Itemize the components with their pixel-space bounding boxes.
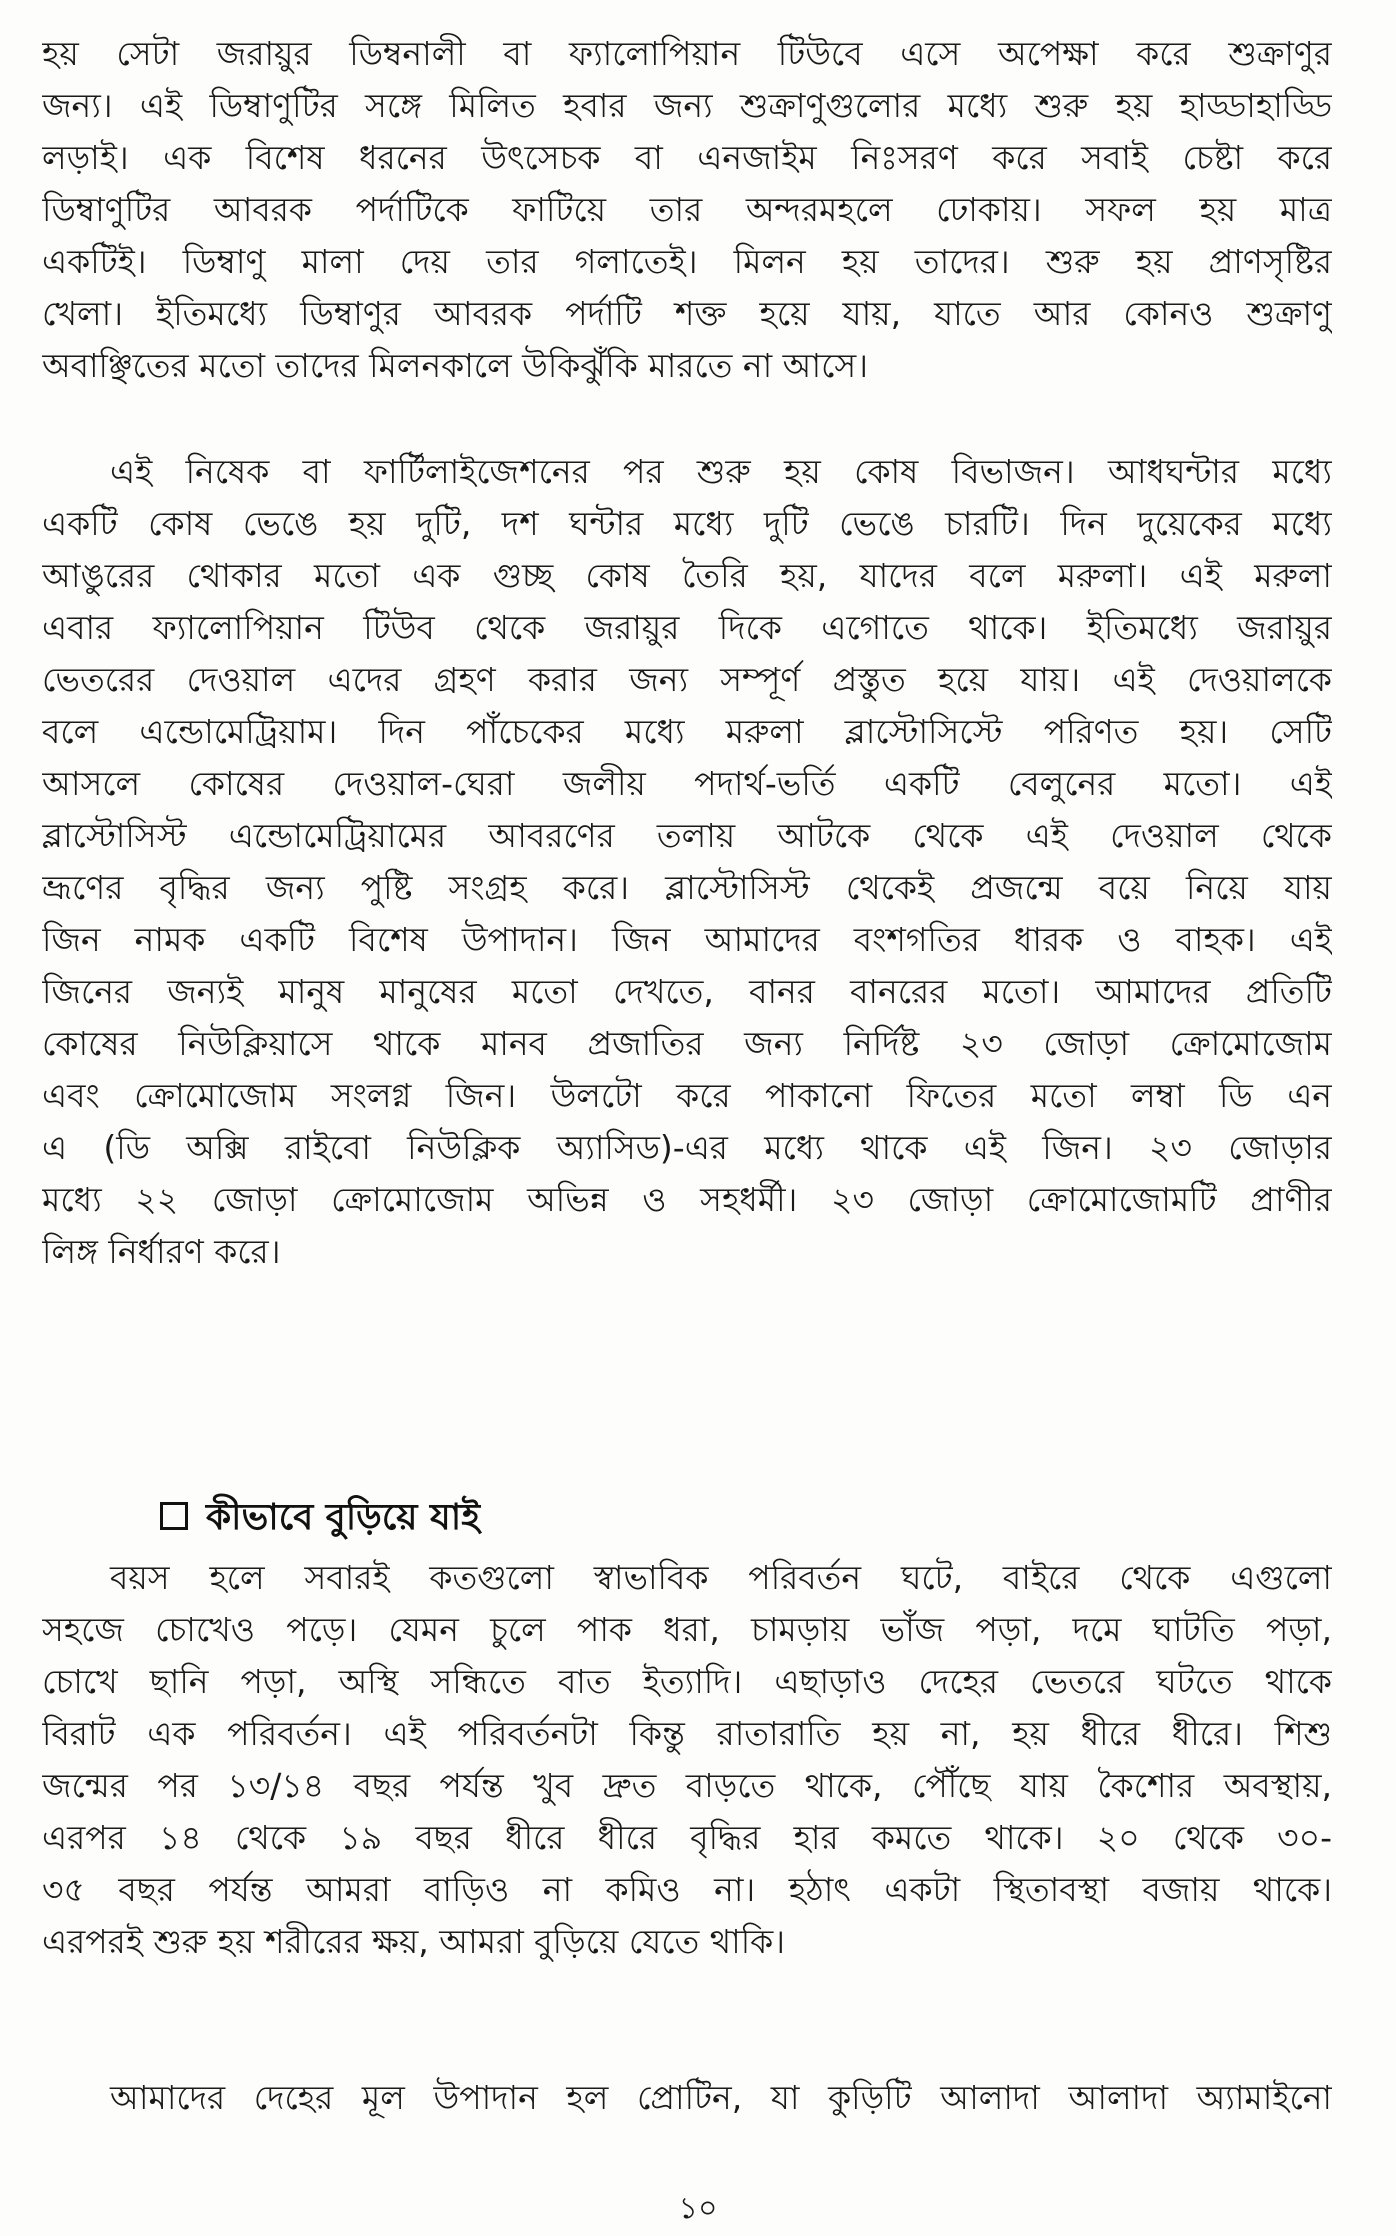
text-line: এ (ডি অক্সি রাইবো নিউক্লিক অ্যাসিড)-এর মধ্যে থাকে এই জিন। ২৩ জোড়ার	[42, 1128, 1332, 1167]
text-line: এবার ফ্যালোপিয়ান টিউব থেকে জরায়ুর দিকে এগোতে থাকে। ইতিমধ্যে জরায়ুর	[42, 608, 1332, 647]
text-line: এরপর ১৪ থেকে ১৯ বছর ধীরে ধীরে বৃদ্ধির হার কমতে থাকে। ২০ থেকে ৩০-	[42, 1818, 1332, 1857]
section-heading	[160, 1492, 480, 1544]
text-line: বলে এন্ডোমেট্রিয়াম। দিন পাঁচেকের মধ্যে মরুলা ব্লাস্টোসিস্টে পরিণত হয়। সেটি	[42, 712, 1332, 751]
page-number: ১০	[678, 2191, 718, 2226]
text-line: অবাঞ্ছিতের মতো তাদের মিলনকালে উকিঝুঁকি মারতে না আসে।	[42, 346, 869, 385]
text-line: খেলা। ইতিমধ্যে ডিম্বাণুর আবরক পর্দাটি শক্ত হয়ে যায়, যাতে আর কোনও শুক্রাণু	[42, 294, 1332, 333]
text-line: এরপরই শুরু হয় শরীরের ক্ষয়, আমরা বুড়িয়ে যেতে থাকি।	[42, 1922, 786, 1961]
paragraph-2	[42, 446, 1332, 1278]
text-line: ভ্রূণের বৃদ্ধির জন্য পুষ্টি সংগ্রহ করে। ব্লাস্টোসিস্ট থেকেই প্রজন্মে বয়ে নিয়ে যায়	[42, 868, 1332, 907]
text-line: এই নিষেক বা ফার্টিলাইজেশনের পর শুরু হয় কোষ বিভাজন। আধঘন্টার মধ্যে	[110, 452, 1332, 491]
text-line: এবং ক্রোমোজোম সংলগ্ন জিন। উলটো করে পাকানো ফিতের মতো লম্বা ডি এন	[42, 1076, 1332, 1115]
text-line: চোখে ছানি পড়া, অস্থি সন্ধিতে বাত ইত্যাদি। এছাড়াও দেহের ভেতরে ঘটতে থাকে	[42, 1662, 1332, 1701]
text-line: একটিই। ডিম্বাণু মালা দেয় তার গলাতেই। মিলন হয় তাদের। শুরু হয় প্রাণসৃষ্টির	[42, 242, 1332, 281]
text-line: জিনের জন্যই মানুষ মানুষের মতো দেখতে, বানর বানরের মতো। আমাদের প্রতিটি	[42, 972, 1332, 1011]
text-line: কোষের নিউক্লিয়াসে থাকে মানব প্রজাতির জন্য নির্দিষ্ট ২৩ জোড়া ক্রোমোজোম	[42, 1024, 1332, 1063]
paragraph-1	[42, 28, 1332, 392]
text-line: মধ্যে ২২ জোড়া ক্রোমোজোম অভিন্ন ও সহধর্মী। ২৩ জোড়া ক্রোমোজোমটি প্রাণীর	[42, 1180, 1332, 1219]
text-line: একটি কোষ ভেঙে হয় দুটি, দশ ঘন্টার মধ্যে দুটি ভেঙে চারটি। দিন দুয়েকের মধ্যে	[42, 504, 1332, 543]
text-line: ভেতরের দেওয়াল এদের গ্রহণ করার জন্য সম্পূর্ণ প্রস্তুত হয়ে যায়। এই দেওয়ালকে	[42, 660, 1332, 699]
paragraph-3	[42, 1552, 1332, 1968]
text-line: ডিম্বাণুটির আবরক পর্দাটিকে ফাটিয়ে তার অন্দরমহলে ঢোকায়। সফল হয় মাত্র	[42, 190, 1332, 229]
text-line: ৩৫ বছর পর্যন্ত আমরা বাড়িও না কমিও না। হঠাৎ একটা স্থিতাবস্থা বজায় থাকে।	[42, 1870, 1332, 1909]
text-line: জিন নামক একটি বিশেষ উপাদান। জিন আমাদের বংশগতির ধারক ও বাহক। এই	[42, 920, 1332, 959]
text-line: আমাদের দেহের মূল উপাদান হল প্রোটিন, যা কুড়িটি আলাদা আলাদা অ্যামাইনো	[110, 2078, 1332, 2117]
section-heading-text: কীভাবে বুড়িয়ে যাই	[206, 1497, 480, 1538]
text-line: লড়াই। এক বিশেষ ধরনের উৎসেচক বা এনজাইম নিঃসরণ করে সবাই চেষ্টা করে	[42, 138, 1332, 177]
text-line: হয় সেটা জরায়ুর ডিম্বনালী বা ফ্যালোপিয়ান টিউবে এসে অপেক্ষা করে শুক্রাণুর	[42, 34, 1332, 73]
text-line: লিঙ্গ নির্ধারণ করে।	[42, 1232, 281, 1271]
text-line: আঙুরের থোকার মতো এক গুচ্ছ কোষ তৈরি হয়, যাদের বলে মরুলা। এই মরুলা	[42, 556, 1332, 595]
text-line: ব্লাস্টোসিস্ট এন্ডোমেট্রিয়ামের আবরণের তলায় আটকে থেকে এই দেওয়াল থেকে	[42, 816, 1332, 855]
text-line: সহজে চোখেও পড়ে। যেমন চুলে পাক ধরা, চামড়ায় ভাঁজ পড়া, দমে ঘাটতি পড়া,	[42, 1610, 1332, 1649]
text-line: জন্মের পর ১৩/১৪ বছর পর্যন্ত খুব দ্রুত বাড়তে থাকে, পৌঁছে যায় কৈশোর অবস্থায়,	[42, 1766, 1332, 1805]
text-line: আসলে কোষের দেওয়াল-ঘেরা জলীয় পদার্থ-ভর্তি একটি বেলুনের মতো। এই	[42, 764, 1332, 803]
checkbox-square-icon	[160, 1502, 188, 1530]
text-line: বয়স হলে সবারই কতগুলো স্বাভাবিক পরিবর্তন ঘটে, বাইরে থেকে এগুলো	[110, 1558, 1332, 1597]
paragraph-4	[42, 2072, 1332, 2124]
text-line: জন্য। এই ডিম্বাণুটির সঙ্গে মিলিত হবার জন্য শুক্রাণুগুলোর মধ্যে শুরু হয় হাড্ডাহাড্ডি	[42, 86, 1332, 125]
text-line: বিরাট এক পরিবর্তন। এই পরিবর্তনটা কিন্তু রাতারাতি হয় না, হয় ধীরে ধীরে। শিশু	[42, 1714, 1332, 1753]
